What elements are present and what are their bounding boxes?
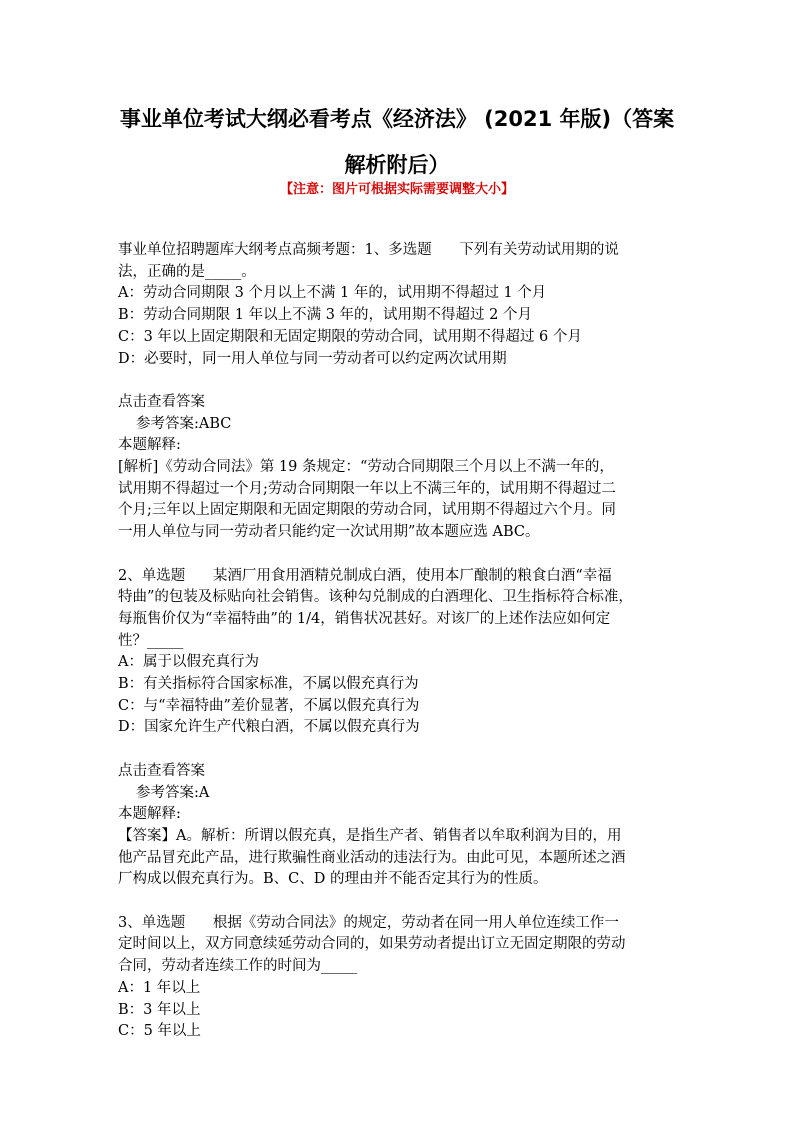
notice-text: 【注意：图片可根据实际需要调整大小】	[279, 182, 514, 197]
option-d: D：国家允许生产代粮白酒，不属以假充真行为	[118, 719, 420, 736]
reference-answer: 参考答案:ABC	[136, 415, 232, 432]
question-stem-line: 2、单选题 某酒厂用食用酒精兑制成白酒，使用本厂酿制的粮食白酒“幸福	[118, 567, 612, 584]
option-a: A：1 年以上	[118, 979, 201, 996]
question-stem-line: 3、单选题 根据《劳动合同法》的规定，劳动者在同一用人单位连续工作一	[118, 914, 619, 931]
document-body	[118, 240, 678, 1043]
explanation-line: 试用期不得超过一个月;劳动合同期限一年以上不满三年的，试用期不得超过二	[118, 480, 616, 497]
title-line-2: 解析附后）	[344, 153, 450, 177]
option-b: B：有关指标符合国家标准，不属以假充真行为	[118, 676, 419, 693]
show-answer-link[interactable]: 点击查看答案	[118, 393, 205, 410]
spacer	[118, 544, 678, 566]
explanation-line: 一用人单位与同一劳动者只能约定一次试用期”故本题应选 ABC。	[118, 524, 540, 541]
option-c: C：与“幸福特曲”差价显著，不属以假充真行为	[118, 697, 420, 714]
title-line-1: 事业单位考试大纲必看考点《经济法》 (2021 年版)（答案	[119, 107, 675, 131]
show-answer-link[interactable]: 点击查看答案	[118, 762, 205, 779]
question-stem-line: 定时间以上，双方同意续延劳动合同的，如果劳动者提出订立无固定期限的劳动	[118, 936, 626, 953]
spacer	[118, 891, 678, 913]
option-b: B：3 年以上	[118, 1001, 201, 1018]
option-a: A：属于以假充真行为	[118, 654, 259, 671]
spacer	[118, 370, 678, 392]
question-3	[118, 913, 678, 1043]
question-stem-line: 合同，劳动者连续工作的时间为_____	[118, 958, 358, 975]
question-1	[118, 240, 678, 544]
explanation-line: 他产品冒充此产品，进行欺骗性商业活动的违法行为。由此可见，本题所述之酒	[118, 849, 626, 866]
option-a: A：劳动合同期限 3 个月以上不满 1 年的，试用期不得超过 1 个月	[118, 285, 547, 302]
explanation-line: [解析]《劳动合同法》第 19 条规定：“劳动合同期限三个月以上不满一年的，	[118, 459, 614, 476]
explanation-label: 本题解释:	[118, 806, 181, 823]
question-stem-line: 性？_____	[118, 632, 184, 649]
option-c: C：5 年以上	[118, 1023, 201, 1040]
explanation-label: 本题解释:	[118, 437, 181, 454]
document-title	[100, 96, 694, 188]
question-2	[118, 566, 678, 892]
explanation-line: 个月;三年以上固定期限和无固定期限的劳动合同，试用期不得超过六个月。同	[118, 502, 616, 519]
option-d: D：必要时，同一用人单位与同一劳动者可以约定两次试用期	[118, 350, 507, 367]
question-stem-line: 每瓶售价仅为“幸福特曲”的 1/4，销售状况甚好。对该厂的上述作法应如何定	[118, 610, 611, 627]
question-stem-line: 事业单位招聘题库大纲考点高频考题：1、多选题 下列有关劳动试用期的说	[118, 242, 619, 258]
question-stem-line: 特曲”的包装及标贴向社会销售。该种勾兑制成的白酒理化、卫生指标符合标准，	[118, 589, 633, 606]
option-c: C：3 年以上固定期限和无固定期限的劳动合同，试用期不得超过 6 个月	[118, 328, 582, 345]
option-b: B：劳动合同期限 1 年以上不满 3 年的，试用期不得超过 2 个月	[118, 307, 532, 324]
spacer	[118, 739, 678, 761]
question-stem-line: 法，正确的是_____。	[118, 263, 256, 280]
reference-answer: 参考答案:A	[136, 784, 210, 801]
explanation-line: 厂构成以假充真行为。B、C、D 的理由并不能否定其行为的性质。	[118, 871, 548, 888]
explanation-line: 【答案】A。解析：所谓以假充真，是指生产者、销售者以牟取利润为目的，用	[118, 827, 622, 844]
